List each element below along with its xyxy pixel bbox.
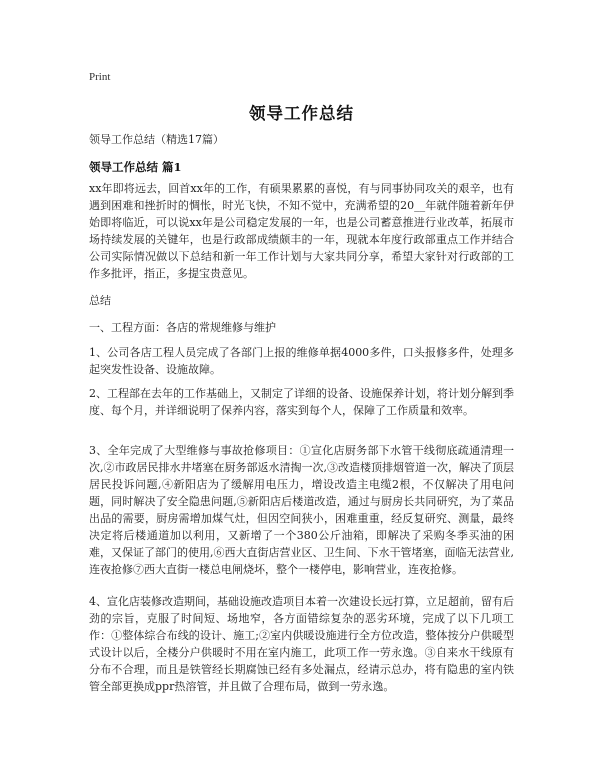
part1-heading: 一、工程方面：各店的常规维修与维护 <box>89 321 276 334</box>
item-1-paragraph: 1、公司各店工程人员完成了各部门上报的维修单据4000多件，口头报修多件，处理多起突发性设备、设施故障。 <box>89 346 514 376</box>
intro-paragraph: xx年即将远去，回首xx年的工作，有硕果累累的喜悦，有与同事协同攻关的艰辛，也有遇到困难和挫折时的惆怅，时光飞快，不知不觉中，充满希望的20__年就伴随着新年伊始即将临近，可以说xx年是公司稳定发展的一年，也是公司蓄意推进行业改革，拓展市场持续发展的关键年，也是行政部成绩颇丰的一年，现就本年度行政部重点工作并结合公司实际情况做以下总结和新一年工作计划与大家共同分享，希望大家针对行政部的工作多批评，指正，多提宝贵意见。 <box>89 182 514 280</box>
document-subtitle: 领导工作总结（精选17篇） <box>89 133 224 146</box>
print-link[interactable]: Print <box>89 71 111 83</box>
section-heading: 领导工作总结 篇1 <box>89 160 182 174</box>
item-3-paragraph: 3、全年完成了大型维修与事故抢修项目：①宣化店厨务部下水管干线彻底疏通清理一次,②市政居民排水井堵塞在厨务部返水清掏一次,③改造楼顶排烟管道一次，解决了顶层居民投诉问题,④新阳店为了缓解用电压力，增设改造主电缆2根，不仅解决了用电问题，同时解决了安全隐患问题,⑤新阳店后楼道改造，通过与厨房长共同研究，为了菜品出品的需要，厨房需增加煤气灶，但因空间狭小，困难重重，经反复研究、测量，最终决定将后楼通道加以利用，又新增了一个380公斤油箱，即解决了采购冬季买油的困难，又保证了部门的使用,⑥西大直街店营业区、卫生间、下水干管堵塞，面临无法营业,连夜抢修⑦西大直街一楼总电闸烧坏，整个一楼停电，影响营业，连夜抢修。 <box>89 444 514 576</box>
item-2-paragraph: 2、工程部在去年的工作基础上，又制定了详细的设备、设施保养计划，将计划分解到季度、每个月，并详细说明了保养内容，落实到每个人，保障了工作质量和效率。 <box>89 387 514 417</box>
document-title: 领导工作总结 <box>249 104 354 123</box>
summary-label: 总结 <box>89 294 111 307</box>
item-4-paragraph: 4、宣化店装修改造期间，基础设施改造项目本着一次建设长远打算，立足超前，留有后劲的宗旨，克服了时间短、场地窄，各方面错综复杂的恶劣环境，完成了以下几项工作：①整体综合布线的设计、施工;②室内供暖设施进行全方位改造，整体按分户供暖型式设计以后，全楼分户供暖时不用在室内施工，此项工作一劳永逸。③自来水干线原有分布不合理，而且是铁管经长期腐蚀已经有多处漏点，经请示总办，将有隐患的室内铁管全部更换成ppr热溶管，并且做了合理布局，做到一劳永逸。 <box>89 595 514 693</box>
